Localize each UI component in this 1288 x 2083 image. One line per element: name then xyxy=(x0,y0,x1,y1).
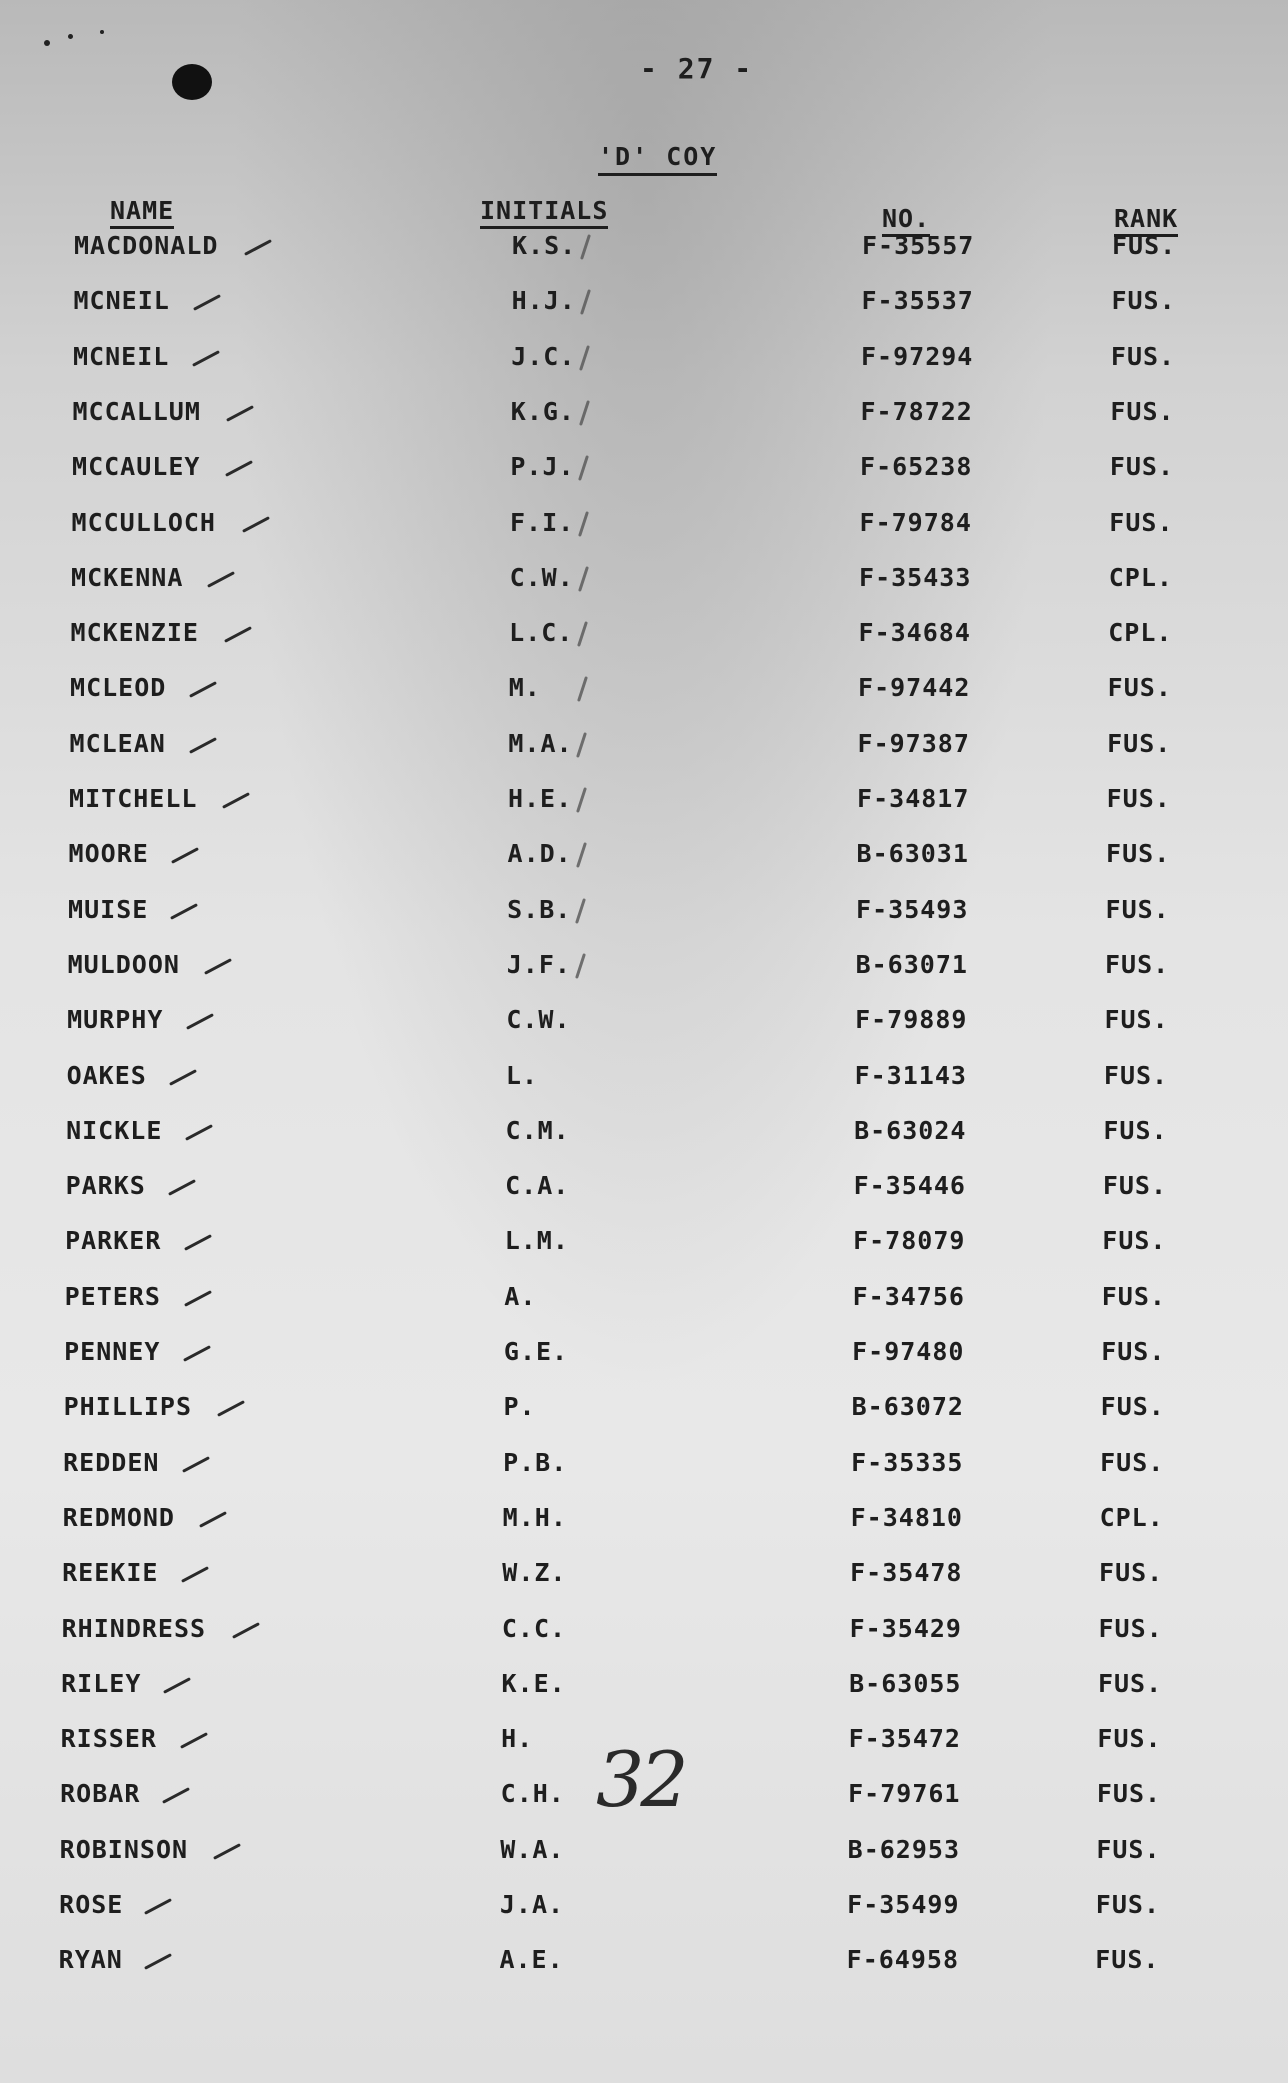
cell-name: PETERS xyxy=(64,1281,161,1311)
cell-initials: P. xyxy=(503,1392,536,1422)
cell-initials: M.H. xyxy=(502,1502,567,1532)
cell-rank: FUS. xyxy=(1103,1115,1168,1145)
cell-name: ROSE xyxy=(59,1890,124,1919)
cell-rank: FUS. xyxy=(1102,1171,1168,1201)
cell-name: ROBINSON xyxy=(59,1834,189,1864)
tick-mark xyxy=(184,1290,212,1307)
cell-no: F-35499 xyxy=(847,1890,960,1919)
cell-initials: M. xyxy=(508,673,541,703)
cell-name: MULDOON xyxy=(67,949,180,979)
cell-initials: G.E. xyxy=(503,1337,569,1366)
check-mark xyxy=(580,234,591,260)
cell-name: MCKENNA xyxy=(71,562,184,592)
cell-initials: A.D. xyxy=(507,839,572,869)
tick-mark xyxy=(225,460,253,477)
cell-initials: J.F. xyxy=(506,949,571,979)
cell-no: F-35478 xyxy=(850,1558,963,1588)
cell-name: RYAN xyxy=(58,1945,123,1975)
cell-initials: C.W. xyxy=(506,1005,571,1035)
check-mark xyxy=(580,289,591,315)
cell-initials: H.E. xyxy=(507,784,573,813)
cell-name: PHILLIPS xyxy=(63,1392,193,1422)
cell-no: F-34756 xyxy=(852,1281,965,1311)
cell-initials: L.C. xyxy=(509,618,574,648)
tick-mark xyxy=(170,903,198,920)
cell-no: F-35472 xyxy=(848,1724,961,1754)
cell-rank: FUS. xyxy=(1100,1392,1165,1422)
cell-no: B-63055 xyxy=(849,1668,962,1698)
cell-no: B-63031 xyxy=(856,839,969,869)
cell-name: MCLEAN xyxy=(69,728,166,758)
cell-name: REDDEN xyxy=(63,1447,160,1477)
table-row xyxy=(0,1277,1288,1317)
cell-name: PENNEY xyxy=(64,1337,161,1366)
cell-initials: S.B. xyxy=(507,894,572,924)
cell-name: MCCALLUM xyxy=(72,396,201,426)
cell-name: MCCULLOCH xyxy=(71,507,216,537)
table-row xyxy=(0,1221,1288,1261)
cell-name: RILEY xyxy=(61,1668,142,1698)
cell-initials: J.A. xyxy=(499,1890,565,1919)
cell-initials: M.A. xyxy=(508,728,573,758)
check-mark xyxy=(575,898,586,924)
cell-name: OAKES xyxy=(66,1060,147,1090)
cell-no: F-31143 xyxy=(854,1060,967,1090)
cell-name: MCCAULEY xyxy=(72,452,201,482)
cell-no: F-64958 xyxy=(846,1945,959,1975)
table-row xyxy=(0,447,1288,487)
cell-no: F-34817 xyxy=(857,784,970,813)
cell-rank: FUS. xyxy=(1104,949,1170,979)
cell-rank: FUS. xyxy=(1104,1005,1169,1035)
tick-mark xyxy=(169,1069,197,1086)
check-mark xyxy=(576,842,587,868)
cell-initials: A. xyxy=(504,1281,537,1311)
table-row xyxy=(0,1664,1288,1704)
cell-no: F-97387 xyxy=(857,728,970,758)
cell-no: B-63024 xyxy=(854,1115,967,1145)
cell-rank: FUS. xyxy=(1097,1668,1163,1698)
table-row xyxy=(0,613,1288,653)
cell-no: F-35429 xyxy=(849,1613,962,1643)
cell-rank: FUS. xyxy=(1102,1226,1167,1256)
tick-mark xyxy=(184,1235,212,1252)
table-row xyxy=(0,1940,1288,1980)
tick-mark xyxy=(144,1898,172,1915)
cell-initials: H.J. xyxy=(511,286,576,316)
table-row xyxy=(0,1830,1288,1870)
table-row xyxy=(0,1387,1288,1427)
tick-mark xyxy=(232,1622,260,1639)
cell-no: B-62953 xyxy=(847,1834,960,1864)
cell-name: MUISE xyxy=(68,894,149,924)
table-row xyxy=(0,1885,1288,1925)
check-mark xyxy=(579,400,590,426)
check-mark xyxy=(577,621,588,647)
table-row xyxy=(0,724,1288,764)
tick-mark xyxy=(189,682,217,699)
cell-initials: C.C. xyxy=(501,1613,567,1643)
tick-mark xyxy=(144,1953,172,1970)
tick-mark xyxy=(185,1124,213,1141)
cell-rank: FUS. xyxy=(1096,1779,1162,1809)
cell-name: NICKLE xyxy=(66,1115,163,1145)
cell-no: F-35493 xyxy=(856,894,969,924)
cell-no: F-78079 xyxy=(853,1226,966,1256)
cell-rank: FUS. xyxy=(1099,1558,1164,1588)
check-mark xyxy=(578,511,589,537)
cell-rank: FUS. xyxy=(1096,1834,1161,1864)
cell-no: F-34810 xyxy=(850,1502,963,1532)
cell-name: MURPHY xyxy=(67,1005,164,1035)
cell-no: F-35335 xyxy=(851,1447,964,1477)
tick-mark xyxy=(168,1179,196,1196)
cell-initials: K.E. xyxy=(501,1668,566,1698)
cell-no: F-65238 xyxy=(860,452,973,482)
cell-initials: W.Z. xyxy=(502,1558,567,1588)
cell-rank: FUS. xyxy=(1107,728,1172,758)
cell-no: B-63072 xyxy=(851,1392,964,1422)
cell-initials: C.M. xyxy=(505,1115,570,1145)
tick-mark xyxy=(199,1511,227,1528)
cell-rank: FUS. xyxy=(1110,341,1176,371)
cell-initials: K.S. xyxy=(512,231,577,260)
tick-mark xyxy=(222,792,250,809)
tick-mark xyxy=(163,1677,191,1694)
cell-name: REDMOND xyxy=(62,1502,175,1532)
cell-rank: FUS. xyxy=(1110,396,1175,426)
cell-initials: C.H. xyxy=(500,1779,565,1809)
cell-rank: FUS. xyxy=(1097,1724,1162,1754)
cell-name: MOORE xyxy=(68,839,149,869)
cell-initials: L.M. xyxy=(504,1226,569,1256)
cell-no: F-78722 xyxy=(860,396,973,426)
cell-initials: P.B. xyxy=(503,1447,568,1477)
header-no: NO. xyxy=(882,204,930,237)
cell-name: RHINDRESS xyxy=(61,1613,207,1643)
table-row xyxy=(0,392,1288,432)
cell-no: F-97294 xyxy=(861,341,974,371)
table-row xyxy=(0,503,1288,543)
tick-mark xyxy=(207,571,235,588)
cell-name: RISSER xyxy=(60,1724,157,1754)
check-mark xyxy=(578,566,589,592)
cell-name: ROBAR xyxy=(60,1779,141,1809)
cell-name: MACDONALD xyxy=(74,231,219,260)
check-mark xyxy=(576,732,587,758)
cell-no: F-35557 xyxy=(862,231,975,260)
cell-name: MCNEIL xyxy=(73,286,170,316)
cell-initials: F.I. xyxy=(509,507,575,537)
tick-mark xyxy=(180,1732,208,1749)
cell-initials: P.J. xyxy=(510,452,575,482)
table-row xyxy=(0,226,1288,266)
table-row xyxy=(0,779,1288,819)
cell-no: F-35433 xyxy=(859,562,972,592)
cell-initials: C.W. xyxy=(509,562,574,592)
check-mark xyxy=(576,787,587,813)
cell-no: F-79761 xyxy=(848,1779,961,1809)
cell-no: F-35537 xyxy=(861,286,974,316)
handwritten-total: 32 xyxy=(596,1735,685,1824)
table-row xyxy=(0,1498,1288,1538)
tick-mark xyxy=(162,1788,190,1805)
cell-rank: FUS. xyxy=(1101,1281,1166,1311)
cell-name: REEKIE xyxy=(62,1558,159,1588)
cell-rank: FUS. xyxy=(1103,1060,1169,1090)
tick-mark xyxy=(189,737,217,754)
cell-rank: FUS. xyxy=(1107,673,1172,703)
tick-mark xyxy=(242,516,270,533)
cell-rank: CPL. xyxy=(1108,562,1173,592)
cell-initials: J.C. xyxy=(511,341,576,371)
cell-initials: W.A. xyxy=(500,1834,565,1864)
cell-rank: CPL. xyxy=(1108,618,1173,648)
section-title: 'D' COY xyxy=(598,142,717,176)
cell-name: MITCHELL xyxy=(69,784,198,813)
cell-name: PARKS xyxy=(65,1171,146,1201)
cell-no: F-79784 xyxy=(859,507,972,537)
cell-initials: L. xyxy=(505,1060,539,1090)
cell-name: PARKER xyxy=(65,1226,162,1256)
table-row xyxy=(0,945,1288,985)
table-row xyxy=(0,1443,1288,1483)
check-mark xyxy=(577,677,588,703)
table-row xyxy=(0,890,1288,930)
tick-mark xyxy=(192,350,220,367)
table-row xyxy=(0,1056,1288,1096)
tick-mark xyxy=(213,1843,241,1860)
cell-rank: FUS. xyxy=(1105,894,1170,924)
tick-mark xyxy=(182,1456,210,1473)
cell-rank: FUS. xyxy=(1095,1890,1161,1919)
table-row xyxy=(0,1166,1288,1206)
cell-rank: FUS. xyxy=(1109,452,1175,482)
table-row xyxy=(0,558,1288,598)
cell-initials: K.G. xyxy=(510,396,575,426)
table-row xyxy=(0,1609,1288,1649)
table-row xyxy=(0,834,1288,874)
cell-rank: FUS. xyxy=(1112,231,1177,260)
cell-rank: FUS. xyxy=(1101,1337,1166,1366)
cell-rank: FUS. xyxy=(1111,286,1176,316)
cell-name: MCLEOD xyxy=(70,673,167,703)
check-mark xyxy=(579,345,590,371)
check-mark xyxy=(578,455,589,481)
tick-mark xyxy=(217,1400,245,1417)
tick-mark xyxy=(224,626,252,643)
header-name: NAME xyxy=(110,196,174,229)
cell-name: MCKENZIE xyxy=(70,618,199,648)
cell-initials: A.E. xyxy=(499,1945,564,1975)
table-row xyxy=(0,1111,1288,1151)
tick-mark xyxy=(244,239,272,256)
cell-rank: FUS. xyxy=(1100,1447,1165,1477)
cell-name: MCNEIL xyxy=(73,341,170,371)
cell-no: F-35446 xyxy=(853,1171,966,1201)
cell-no: F-97480 xyxy=(852,1337,965,1366)
tick-mark xyxy=(181,1566,209,1583)
header-initials: INITIALS xyxy=(480,196,608,229)
tick-mark xyxy=(183,1345,211,1362)
table-row xyxy=(0,281,1288,321)
cell-initials: H. xyxy=(501,1724,534,1754)
cell-no: F-34684 xyxy=(858,618,971,648)
cell-rank: FUS. xyxy=(1098,1613,1163,1643)
cell-initials: C.A. xyxy=(505,1171,570,1201)
cell-no: F-97442 xyxy=(858,673,971,703)
header-rank: RANK xyxy=(1114,204,1178,237)
tick-mark xyxy=(204,958,232,975)
cell-rank: FUS. xyxy=(1109,507,1174,537)
check-mark xyxy=(575,953,586,979)
cell-rank: FUS. xyxy=(1106,784,1171,813)
tick-mark xyxy=(226,405,254,422)
table-row xyxy=(0,1332,1288,1372)
tick-mark xyxy=(171,847,199,864)
cell-rank: FUS. xyxy=(1095,1945,1160,1975)
cell-rank: CPL. xyxy=(1099,1502,1164,1532)
cell-no: B-63071 xyxy=(855,949,968,979)
table-row xyxy=(0,1553,1288,1593)
page-number: - 27 - xyxy=(640,52,754,85)
cell-no: F-79889 xyxy=(855,1005,968,1035)
cell-rank: FUS. xyxy=(1106,839,1171,869)
table-row xyxy=(0,337,1288,377)
table-row xyxy=(0,668,1288,708)
tick-mark xyxy=(193,294,221,311)
table-row xyxy=(0,1000,1288,1040)
tick-mark xyxy=(186,1013,214,1030)
